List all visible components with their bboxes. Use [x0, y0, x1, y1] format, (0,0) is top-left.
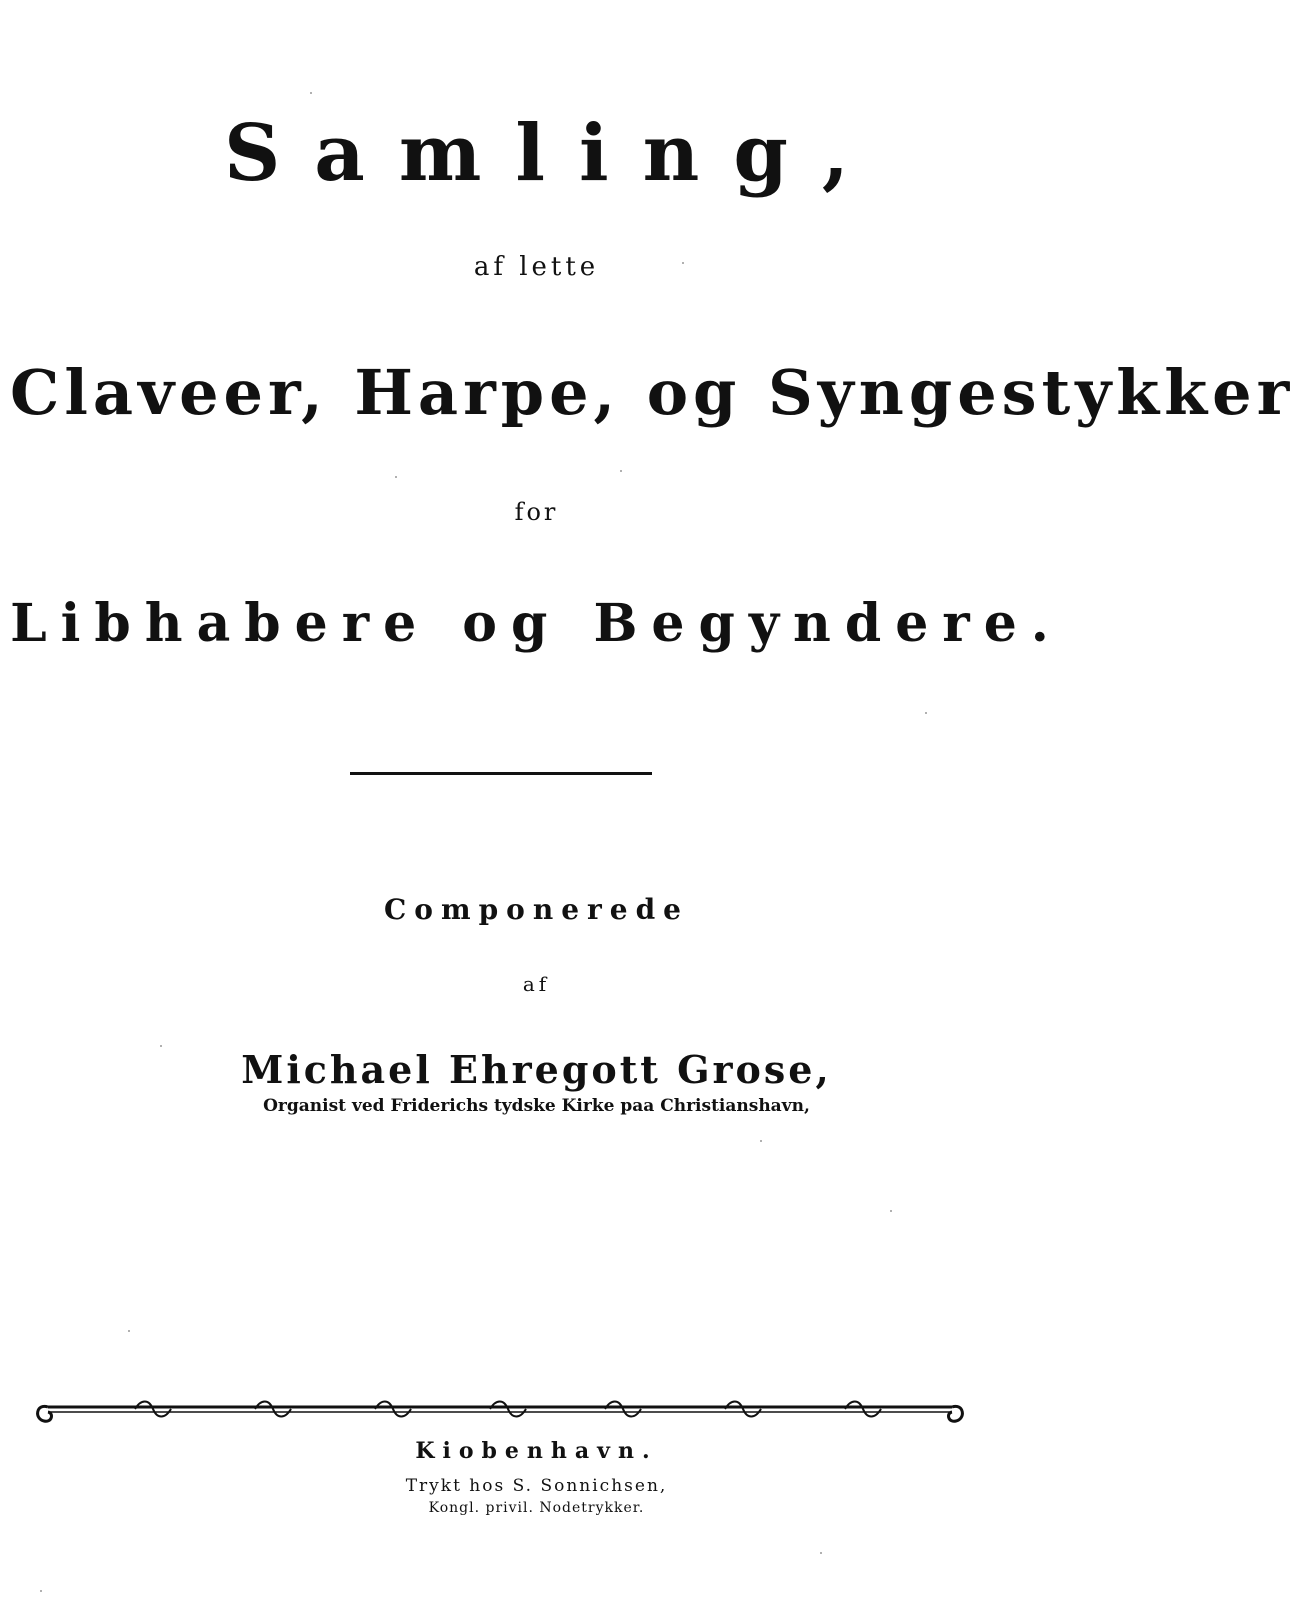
imprint-printer: Trykt hos S. Sonnichsen,	[405, 1476, 668, 1496]
by-label: af	[522, 972, 551, 996]
author-role: Organist ved Friderichs tydske Kirke paa Christianshavn,	[263, 1096, 810, 1116]
paper-speck	[160, 1045, 162, 1047]
imprint-city: Kiobenhavn.	[415, 1438, 658, 1464]
paper-speck	[620, 470, 622, 472]
ornamental-border-divider	[30, 1385, 970, 1430]
composed-label: Componerede	[384, 893, 689, 926]
main-title: Samling,	[223, 108, 884, 199]
subtitle-line-1: af lette	[473, 252, 600, 282]
author-name: Michael Ehregott Grose,	[241, 1047, 832, 1092]
paper-speck	[925, 712, 927, 714]
paper-speck	[890, 1210, 892, 1212]
paper-speck	[760, 1140, 762, 1142]
paper-speck	[128, 1330, 130, 1332]
subtitle-line-4: Libhabere og Begyndere.	[10, 593, 1063, 654]
paper-speck	[820, 1552, 822, 1554]
paper-speck	[682, 262, 684, 264]
paper-speck	[40, 1590, 42, 1592]
divider-rule	[350, 772, 652, 775]
subtitle-line-3: for	[514, 498, 559, 526]
paper-speck	[310, 92, 312, 94]
imprint-printer-title: Kongl. privil. Nodetrykker.	[428, 1500, 645, 1516]
subtitle-line-2: Claveer, Harpe, og Syngestykker	[10, 356, 1294, 429]
paper-speck	[395, 476, 397, 478]
